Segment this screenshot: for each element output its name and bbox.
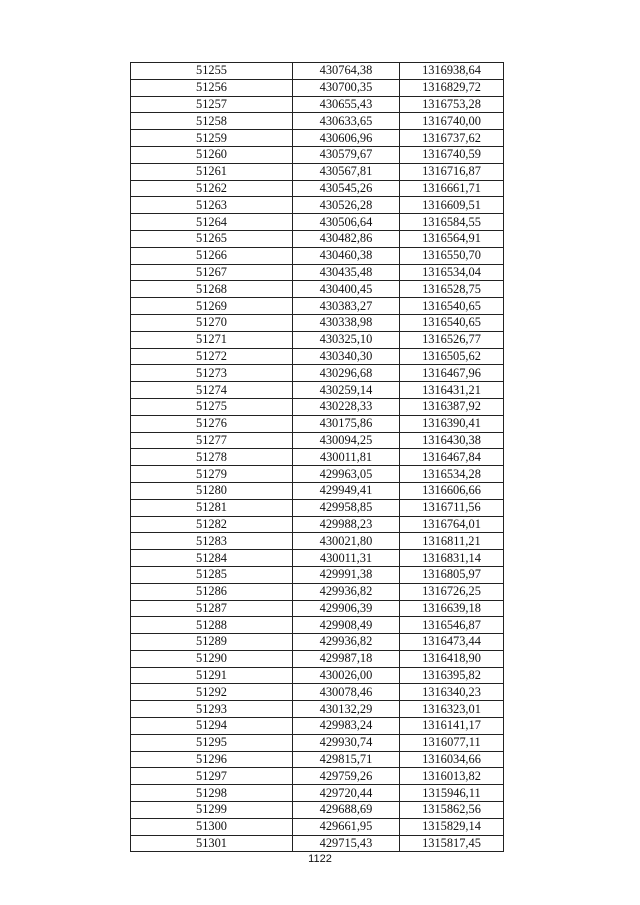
y-coordinate-cell: 1316395,82 bbox=[400, 667, 504, 684]
point-number-cell: 51269 bbox=[131, 298, 293, 315]
table-row bbox=[131, 466, 504, 483]
x-coordinate-cell: 430259,14 bbox=[293, 382, 400, 399]
y-coordinate-cell: 1316141,17 bbox=[400, 718, 504, 735]
point-number-cell: 51300 bbox=[131, 818, 293, 835]
point-number-cell: 51261 bbox=[131, 163, 293, 180]
point-number-cell: 51272 bbox=[131, 348, 293, 365]
x-coordinate-cell: 430506,64 bbox=[293, 214, 400, 231]
x-coordinate-cell: 430021,80 bbox=[293, 533, 400, 550]
point-number-cell: 51299 bbox=[131, 802, 293, 819]
table-row bbox=[131, 768, 504, 785]
y-coordinate-cell: 1316534,04 bbox=[400, 264, 504, 281]
point-number-cell: 51270 bbox=[131, 314, 293, 331]
x-coordinate-cell: 429991,38 bbox=[293, 566, 400, 583]
x-coordinate-cell: 429688,69 bbox=[293, 802, 400, 819]
point-number-cell: 51283 bbox=[131, 533, 293, 550]
table-row bbox=[131, 684, 504, 701]
y-coordinate-cell: 1316829,72 bbox=[400, 79, 504, 96]
x-coordinate-cell: 430764,38 bbox=[293, 63, 400, 80]
y-coordinate-cell: 1316473,44 bbox=[400, 634, 504, 651]
point-number-cell: 51264 bbox=[131, 214, 293, 231]
table-row bbox=[131, 701, 504, 718]
x-coordinate-cell: 429987,18 bbox=[293, 650, 400, 667]
x-coordinate-cell: 430435,48 bbox=[293, 264, 400, 281]
x-coordinate-cell: 430011,81 bbox=[293, 449, 400, 466]
table-row bbox=[131, 818, 504, 835]
x-coordinate-cell: 430700,35 bbox=[293, 79, 400, 96]
point-number-cell: 51290 bbox=[131, 650, 293, 667]
table-row bbox=[131, 718, 504, 735]
x-coordinate-cell: 430383,27 bbox=[293, 298, 400, 315]
point-number-cell: 51259 bbox=[131, 130, 293, 147]
coordinate-table bbox=[130, 62, 504, 852]
x-coordinate-cell: 429715,43 bbox=[293, 835, 400, 852]
x-coordinate-cell: 430579,67 bbox=[293, 146, 400, 163]
point-number-cell: 51288 bbox=[131, 617, 293, 634]
table-row bbox=[131, 331, 504, 348]
x-coordinate-cell: 429949,41 bbox=[293, 482, 400, 499]
table-row bbox=[131, 113, 504, 130]
x-coordinate-cell: 430094,25 bbox=[293, 432, 400, 449]
x-coordinate-cell: 429908,49 bbox=[293, 617, 400, 634]
point-number-cell: 51271 bbox=[131, 331, 293, 348]
y-coordinate-cell: 1316716,87 bbox=[400, 163, 504, 180]
x-coordinate-cell: 430545,26 bbox=[293, 180, 400, 197]
x-coordinate-cell: 429983,24 bbox=[293, 718, 400, 735]
table-row bbox=[131, 197, 504, 214]
y-coordinate-cell: 1316805,97 bbox=[400, 566, 504, 583]
y-coordinate-cell: 1316077,11 bbox=[400, 734, 504, 751]
y-coordinate-cell: 1316753,28 bbox=[400, 96, 504, 113]
y-coordinate-cell: 1316606,66 bbox=[400, 482, 504, 499]
table-row bbox=[131, 180, 504, 197]
y-coordinate-cell: 1316034,66 bbox=[400, 751, 504, 768]
y-coordinate-cell: 1316584,55 bbox=[400, 214, 504, 231]
y-coordinate-cell: 1316740,00 bbox=[400, 113, 504, 130]
point-number-cell: 51257 bbox=[131, 96, 293, 113]
x-coordinate-cell: 429720,44 bbox=[293, 785, 400, 802]
y-coordinate-cell: 1316540,65 bbox=[400, 314, 504, 331]
x-coordinate-cell: 430132,29 bbox=[293, 701, 400, 718]
point-number-cell: 51267 bbox=[131, 264, 293, 281]
point-number-cell: 51291 bbox=[131, 667, 293, 684]
table-row bbox=[131, 516, 504, 533]
x-coordinate-cell: 430228,33 bbox=[293, 398, 400, 415]
table-row bbox=[131, 533, 504, 550]
x-coordinate-cell: 430526,28 bbox=[293, 197, 400, 214]
x-coordinate-cell: 429963,05 bbox=[293, 466, 400, 483]
table-row bbox=[131, 734, 504, 751]
x-coordinate-cell: 430400,45 bbox=[293, 281, 400, 298]
table-row bbox=[131, 382, 504, 399]
point-number-cell: 51255 bbox=[131, 63, 293, 80]
x-coordinate-cell: 429906,39 bbox=[293, 600, 400, 617]
point-number-cell: 51276 bbox=[131, 415, 293, 432]
table-row bbox=[131, 130, 504, 147]
y-coordinate-cell: 1316661,71 bbox=[400, 180, 504, 197]
point-number-cell: 51287 bbox=[131, 600, 293, 617]
x-coordinate-cell: 429661,95 bbox=[293, 818, 400, 835]
y-coordinate-cell: 1316505,62 bbox=[400, 348, 504, 365]
table-row bbox=[131, 751, 504, 768]
point-number-cell: 51263 bbox=[131, 197, 293, 214]
x-coordinate-cell: 429958,85 bbox=[293, 499, 400, 516]
table-row bbox=[131, 499, 504, 516]
table-row bbox=[131, 415, 504, 432]
point-number-cell: 51301 bbox=[131, 835, 293, 852]
x-coordinate-cell: 430011,31 bbox=[293, 550, 400, 567]
y-coordinate-cell: 1316811,21 bbox=[400, 533, 504, 550]
point-number-cell: 51265 bbox=[131, 230, 293, 247]
table-row bbox=[131, 600, 504, 617]
table-row bbox=[131, 63, 504, 80]
y-coordinate-cell: 1316726,25 bbox=[400, 583, 504, 600]
table-row bbox=[131, 247, 504, 264]
point-number-cell: 51298 bbox=[131, 785, 293, 802]
point-number-cell: 51294 bbox=[131, 718, 293, 735]
x-coordinate-cell: 429930,74 bbox=[293, 734, 400, 751]
table-row bbox=[131, 348, 504, 365]
x-coordinate-cell: 430606,96 bbox=[293, 130, 400, 147]
table-row bbox=[131, 634, 504, 651]
y-coordinate-cell: 1316526,77 bbox=[400, 331, 504, 348]
y-coordinate-cell: 1316938,64 bbox=[400, 63, 504, 80]
y-coordinate-cell: 1316737,62 bbox=[400, 130, 504, 147]
point-number-cell: 51260 bbox=[131, 146, 293, 163]
point-number-cell: 51292 bbox=[131, 684, 293, 701]
table-row bbox=[131, 617, 504, 634]
x-coordinate-cell: 430296,68 bbox=[293, 365, 400, 382]
x-coordinate-cell: 429936,82 bbox=[293, 583, 400, 600]
x-coordinate-cell: 430460,38 bbox=[293, 247, 400, 264]
y-coordinate-cell: 1316430,38 bbox=[400, 432, 504, 449]
y-coordinate-cell: 1315946,11 bbox=[400, 785, 504, 802]
table-row bbox=[131, 264, 504, 281]
y-coordinate-cell: 1316711,56 bbox=[400, 499, 504, 516]
x-coordinate-cell: 430026,00 bbox=[293, 667, 400, 684]
table-row bbox=[131, 146, 504, 163]
point-number-cell: 51258 bbox=[131, 113, 293, 130]
table-row bbox=[131, 566, 504, 583]
point-number-cell: 51281 bbox=[131, 499, 293, 516]
point-number-cell: 51289 bbox=[131, 634, 293, 651]
point-number-cell: 51275 bbox=[131, 398, 293, 415]
table-row bbox=[131, 298, 504, 315]
coordinate-table-body bbox=[131, 63, 504, 852]
point-number-cell: 51286 bbox=[131, 583, 293, 600]
y-coordinate-cell: 1315862,56 bbox=[400, 802, 504, 819]
x-coordinate-cell: 430633,65 bbox=[293, 113, 400, 130]
y-coordinate-cell: 1316013,82 bbox=[400, 768, 504, 785]
point-number-cell: 51268 bbox=[131, 281, 293, 298]
x-coordinate-cell: 430338,98 bbox=[293, 314, 400, 331]
table-row bbox=[131, 432, 504, 449]
x-coordinate-cell: 429815,71 bbox=[293, 751, 400, 768]
table-row bbox=[131, 550, 504, 567]
table-row bbox=[131, 583, 504, 600]
y-coordinate-cell: 1316550,70 bbox=[400, 247, 504, 264]
y-coordinate-cell: 1316831,14 bbox=[400, 550, 504, 567]
table-row bbox=[131, 314, 504, 331]
y-coordinate-cell: 1316387,92 bbox=[400, 398, 504, 415]
y-coordinate-cell: 1316340,23 bbox=[400, 684, 504, 701]
point-number-cell: 51295 bbox=[131, 734, 293, 751]
x-coordinate-cell: 430340,30 bbox=[293, 348, 400, 365]
page-number: 1122 bbox=[308, 853, 332, 865]
y-coordinate-cell: 1316740,59 bbox=[400, 146, 504, 163]
y-coordinate-cell: 1316764,01 bbox=[400, 516, 504, 533]
table-row bbox=[131, 230, 504, 247]
table-row bbox=[131, 79, 504, 96]
y-coordinate-cell: 1316390,41 bbox=[400, 415, 504, 432]
point-number-cell: 51266 bbox=[131, 247, 293, 264]
y-coordinate-cell: 1316431,21 bbox=[400, 382, 504, 399]
y-coordinate-cell: 1316639,18 bbox=[400, 600, 504, 617]
x-coordinate-cell: 429759,26 bbox=[293, 768, 400, 785]
table-row bbox=[131, 96, 504, 113]
y-coordinate-cell: 1316546,87 bbox=[400, 617, 504, 634]
table-row bbox=[131, 214, 504, 231]
point-number-cell: 51277 bbox=[131, 432, 293, 449]
y-coordinate-cell: 1315817,45 bbox=[400, 835, 504, 852]
y-coordinate-cell: 1316564,91 bbox=[400, 230, 504, 247]
table-row bbox=[131, 482, 504, 499]
y-coordinate-cell: 1316609,51 bbox=[400, 197, 504, 214]
table-row bbox=[131, 398, 504, 415]
x-coordinate-cell: 429988,23 bbox=[293, 516, 400, 533]
x-coordinate-cell: 430482,86 bbox=[293, 230, 400, 247]
table-row bbox=[131, 365, 504, 382]
point-number-cell: 51297 bbox=[131, 768, 293, 785]
point-number-cell: 51279 bbox=[131, 466, 293, 483]
y-coordinate-cell: 1316418,90 bbox=[400, 650, 504, 667]
point-number-cell: 51256 bbox=[131, 79, 293, 96]
point-number-cell: 51285 bbox=[131, 566, 293, 583]
point-number-cell: 51293 bbox=[131, 701, 293, 718]
y-coordinate-cell: 1316467,96 bbox=[400, 365, 504, 382]
y-coordinate-cell: 1315829,14 bbox=[400, 818, 504, 835]
point-number-cell: 51296 bbox=[131, 751, 293, 768]
table-row bbox=[131, 785, 504, 802]
y-coordinate-cell: 1316323,01 bbox=[400, 701, 504, 718]
table-row bbox=[131, 802, 504, 819]
point-number-cell: 51280 bbox=[131, 482, 293, 499]
x-coordinate-cell: 430078,46 bbox=[293, 684, 400, 701]
x-coordinate-cell: 430567,81 bbox=[293, 163, 400, 180]
table-row bbox=[131, 449, 504, 466]
table-row bbox=[131, 835, 504, 852]
point-number-cell: 51278 bbox=[131, 449, 293, 466]
table-row bbox=[131, 163, 504, 180]
point-number-cell: 51262 bbox=[131, 180, 293, 197]
table-row bbox=[131, 281, 504, 298]
table-row bbox=[131, 650, 504, 667]
point-number-cell: 51273 bbox=[131, 365, 293, 382]
y-coordinate-cell: 1316528,75 bbox=[400, 281, 504, 298]
point-number-cell: 51282 bbox=[131, 516, 293, 533]
x-coordinate-cell: 429936,82 bbox=[293, 634, 400, 651]
x-coordinate-cell: 430655,43 bbox=[293, 96, 400, 113]
point-number-cell: 51274 bbox=[131, 382, 293, 399]
x-coordinate-cell: 430175,86 bbox=[293, 415, 400, 432]
x-coordinate-cell: 430325,10 bbox=[293, 331, 400, 348]
y-coordinate-cell: 1316540,65 bbox=[400, 298, 504, 315]
y-coordinate-cell: 1316467,84 bbox=[400, 449, 504, 466]
point-number-cell: 51284 bbox=[131, 550, 293, 567]
y-coordinate-cell: 1316534,28 bbox=[400, 466, 504, 483]
table-row bbox=[131, 667, 504, 684]
